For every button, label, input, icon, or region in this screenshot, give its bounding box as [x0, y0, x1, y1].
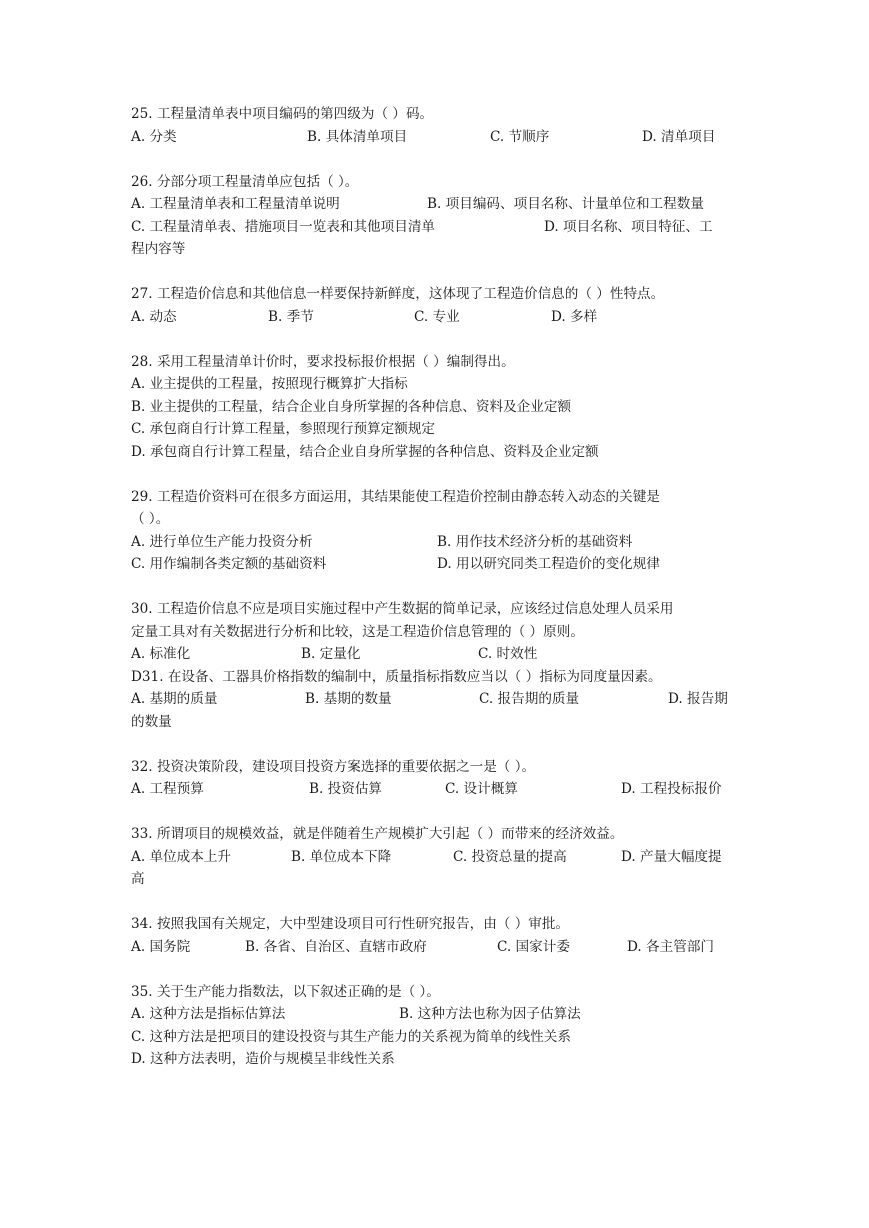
option-d: D. 产量大幅度提	[621, 848, 722, 865]
option-d: D. 这种方法表明，造价与规模呈非线性关系	[131, 1051, 395, 1067]
option-d: D. 报告期	[668, 691, 728, 707]
option-a: A. 工程预算	[131, 781, 204, 797]
question-stem: D31. 在设备、工器具价格指数的编制中，质量指标指数应当以（ ）指标为同度量因素。	[131, 668, 662, 685]
question-stem: 27. 工程造价信息和其他信息一样要保持新鲜度，这体现了工程造价信息的（ ）性特点。	[131, 286, 665, 302]
question-25	[131, 103, 741, 148]
option-c: C. 投资总量的提高	[453, 848, 567, 865]
option-d: D. 清单项目	[642, 128, 716, 145]
option-c: C. 节顺序	[490, 128, 550, 145]
question-stem: 25. 工程量清单表中项目编码的第四级为（ ）码。	[131, 106, 434, 122]
question-26	[131, 171, 741, 261]
option-a: A. 单位成本上升	[131, 848, 232, 865]
question-27	[131, 283, 741, 328]
option-a: A. 业主提供的工程量，按照现行概算扩大指标	[131, 376, 408, 392]
option-c: C. 专业	[414, 308, 460, 325]
option-row	[131, 778, 741, 801]
option-b: B. 基期的数量	[305, 691, 392, 707]
option-a: A. 进行单位生产能力投资分析	[131, 533, 313, 550]
question-stem: 32. 投资决策阶段，建设项目投资方案选择的重要依据之一是（ ）。	[131, 758, 536, 775]
question-33	[131, 823, 741, 891]
option-row	[131, 216, 741, 239]
option-c: C. 时效性	[478, 646, 538, 662]
option-row	[131, 531, 741, 554]
question-35	[131, 981, 741, 1071]
option-c: C. 这种方法是把项目的建设投资与其生产能力的关系视为简单的线性关系	[131, 1028, 571, 1045]
option-a: A. 这种方法是指标估算法	[131, 1006, 286, 1022]
question-29	[131, 486, 741, 576]
option-row	[131, 126, 741, 149]
option-row	[131, 193, 741, 216]
question-34	[131, 913, 741, 958]
document-page	[131, 103, 741, 1071]
option-b: B. 业主提供的工程量，结合企业自身所掌握的各种信息、资料及企业定额	[131, 398, 572, 415]
option-b: B. 项目编码、项目名称、计量单位和工程数量	[427, 196, 704, 212]
option-b: B. 定量化	[301, 646, 361, 662]
option-a: A. 基期的质量	[131, 691, 218, 707]
question-stem: 26. 分部分项工程量清单应包括（ ）。	[131, 173, 359, 190]
option-d: D. 多样	[551, 308, 598, 325]
question-stem: 30. 工程造价信息不应是项目实施过程中产生数据的简单记录，应该经过信息处理人员采用	[131, 601, 674, 617]
option-row	[131, 846, 741, 869]
option-d: D. 项目名称、项目特征、工	[544, 218, 713, 235]
question-stem: 29. 工程造价资料可在很多方面运用，其结果能使工程造价控制由静态转入动态的关键是	[131, 488, 660, 505]
option-a: A. 标准化	[131, 646, 191, 662]
option-row	[131, 553, 741, 576]
question-28	[131, 351, 741, 464]
option-row	[131, 306, 741, 329]
option-d: D. 承包商自行计算工程量，结合企业自身所掌握的各种信息、资料及企业定额	[131, 443, 599, 460]
question-stem-continuation: （ ）。	[131, 511, 170, 527]
option-continuation: 程内容等	[131, 241, 186, 257]
option-a: A. 分类	[131, 128, 177, 145]
option-b: B. 这种方法也称为因子估算法	[399, 1006, 581, 1022]
option-c: C. 设计概算	[445, 781, 518, 797]
option-c: C. 报告期的质量	[479, 691, 580, 707]
question-30	[131, 598, 741, 666]
question-stem: 28. 采用工程量清单计价时，要求投标报价根据（ ）编制得出。	[131, 353, 515, 370]
option-a: A. 动态	[131, 308, 177, 325]
question-stem-continuation: 定量工具对有关数据进行分析和比较，这是工程造价信息管理的（ ）原则。	[131, 623, 584, 640]
option-c: C. 承包商自行计算工程量，参照现行预算定额规定	[131, 421, 436, 437]
option-b: B. 各省、自治区、直辖市政府	[245, 938, 427, 955]
option-row	[131, 936, 741, 959]
option-row	[131, 688, 741, 711]
option-b: B. 用作技术经济分析的基础资料	[437, 533, 633, 550]
question-31	[131, 666, 741, 734]
option-d: D. 用以研究同类工程造价的变化规律	[437, 556, 660, 572]
option-c: C. 用作编制各类定额的基础资料	[131, 556, 327, 572]
option-d: D. 各主管部门	[627, 938, 715, 955]
option-b: B. 具体清单项目	[307, 128, 408, 145]
option-d: D. 工程投标报价	[621, 781, 722, 797]
question-stem: 34. 按照我国有关规定，大中型建设项目可行性研究报告，由（ ）审批。	[131, 916, 570, 932]
option-continuation: 的数量	[131, 713, 172, 730]
option-a: A. 工程量清单表和工程量清单说明	[131, 196, 340, 212]
question-32	[131, 756, 741, 801]
question-stem: 33. 所谓项目的规模效益，就是伴随着生产规模扩大引起（ ）而带来的经济效益。	[131, 826, 624, 842]
option-c: C. 国家计委	[497, 938, 570, 955]
option-b: B. 季节	[268, 308, 314, 325]
option-a: A. 国务院	[131, 938, 191, 955]
option-b: B. 单位成本下降	[291, 848, 392, 865]
option-b: B. 投资估算	[309, 781, 383, 797]
option-row	[131, 643, 741, 666]
question-stem: 35. 关于生产能力指数法，以下叙述正确的是（ ）。	[131, 983, 440, 1000]
option-row	[131, 1003, 741, 1026]
option-c: C. 工程量清单表、措施项目一览表和其他项目清单	[131, 218, 436, 235]
option-continuation: 高	[131, 871, 145, 887]
